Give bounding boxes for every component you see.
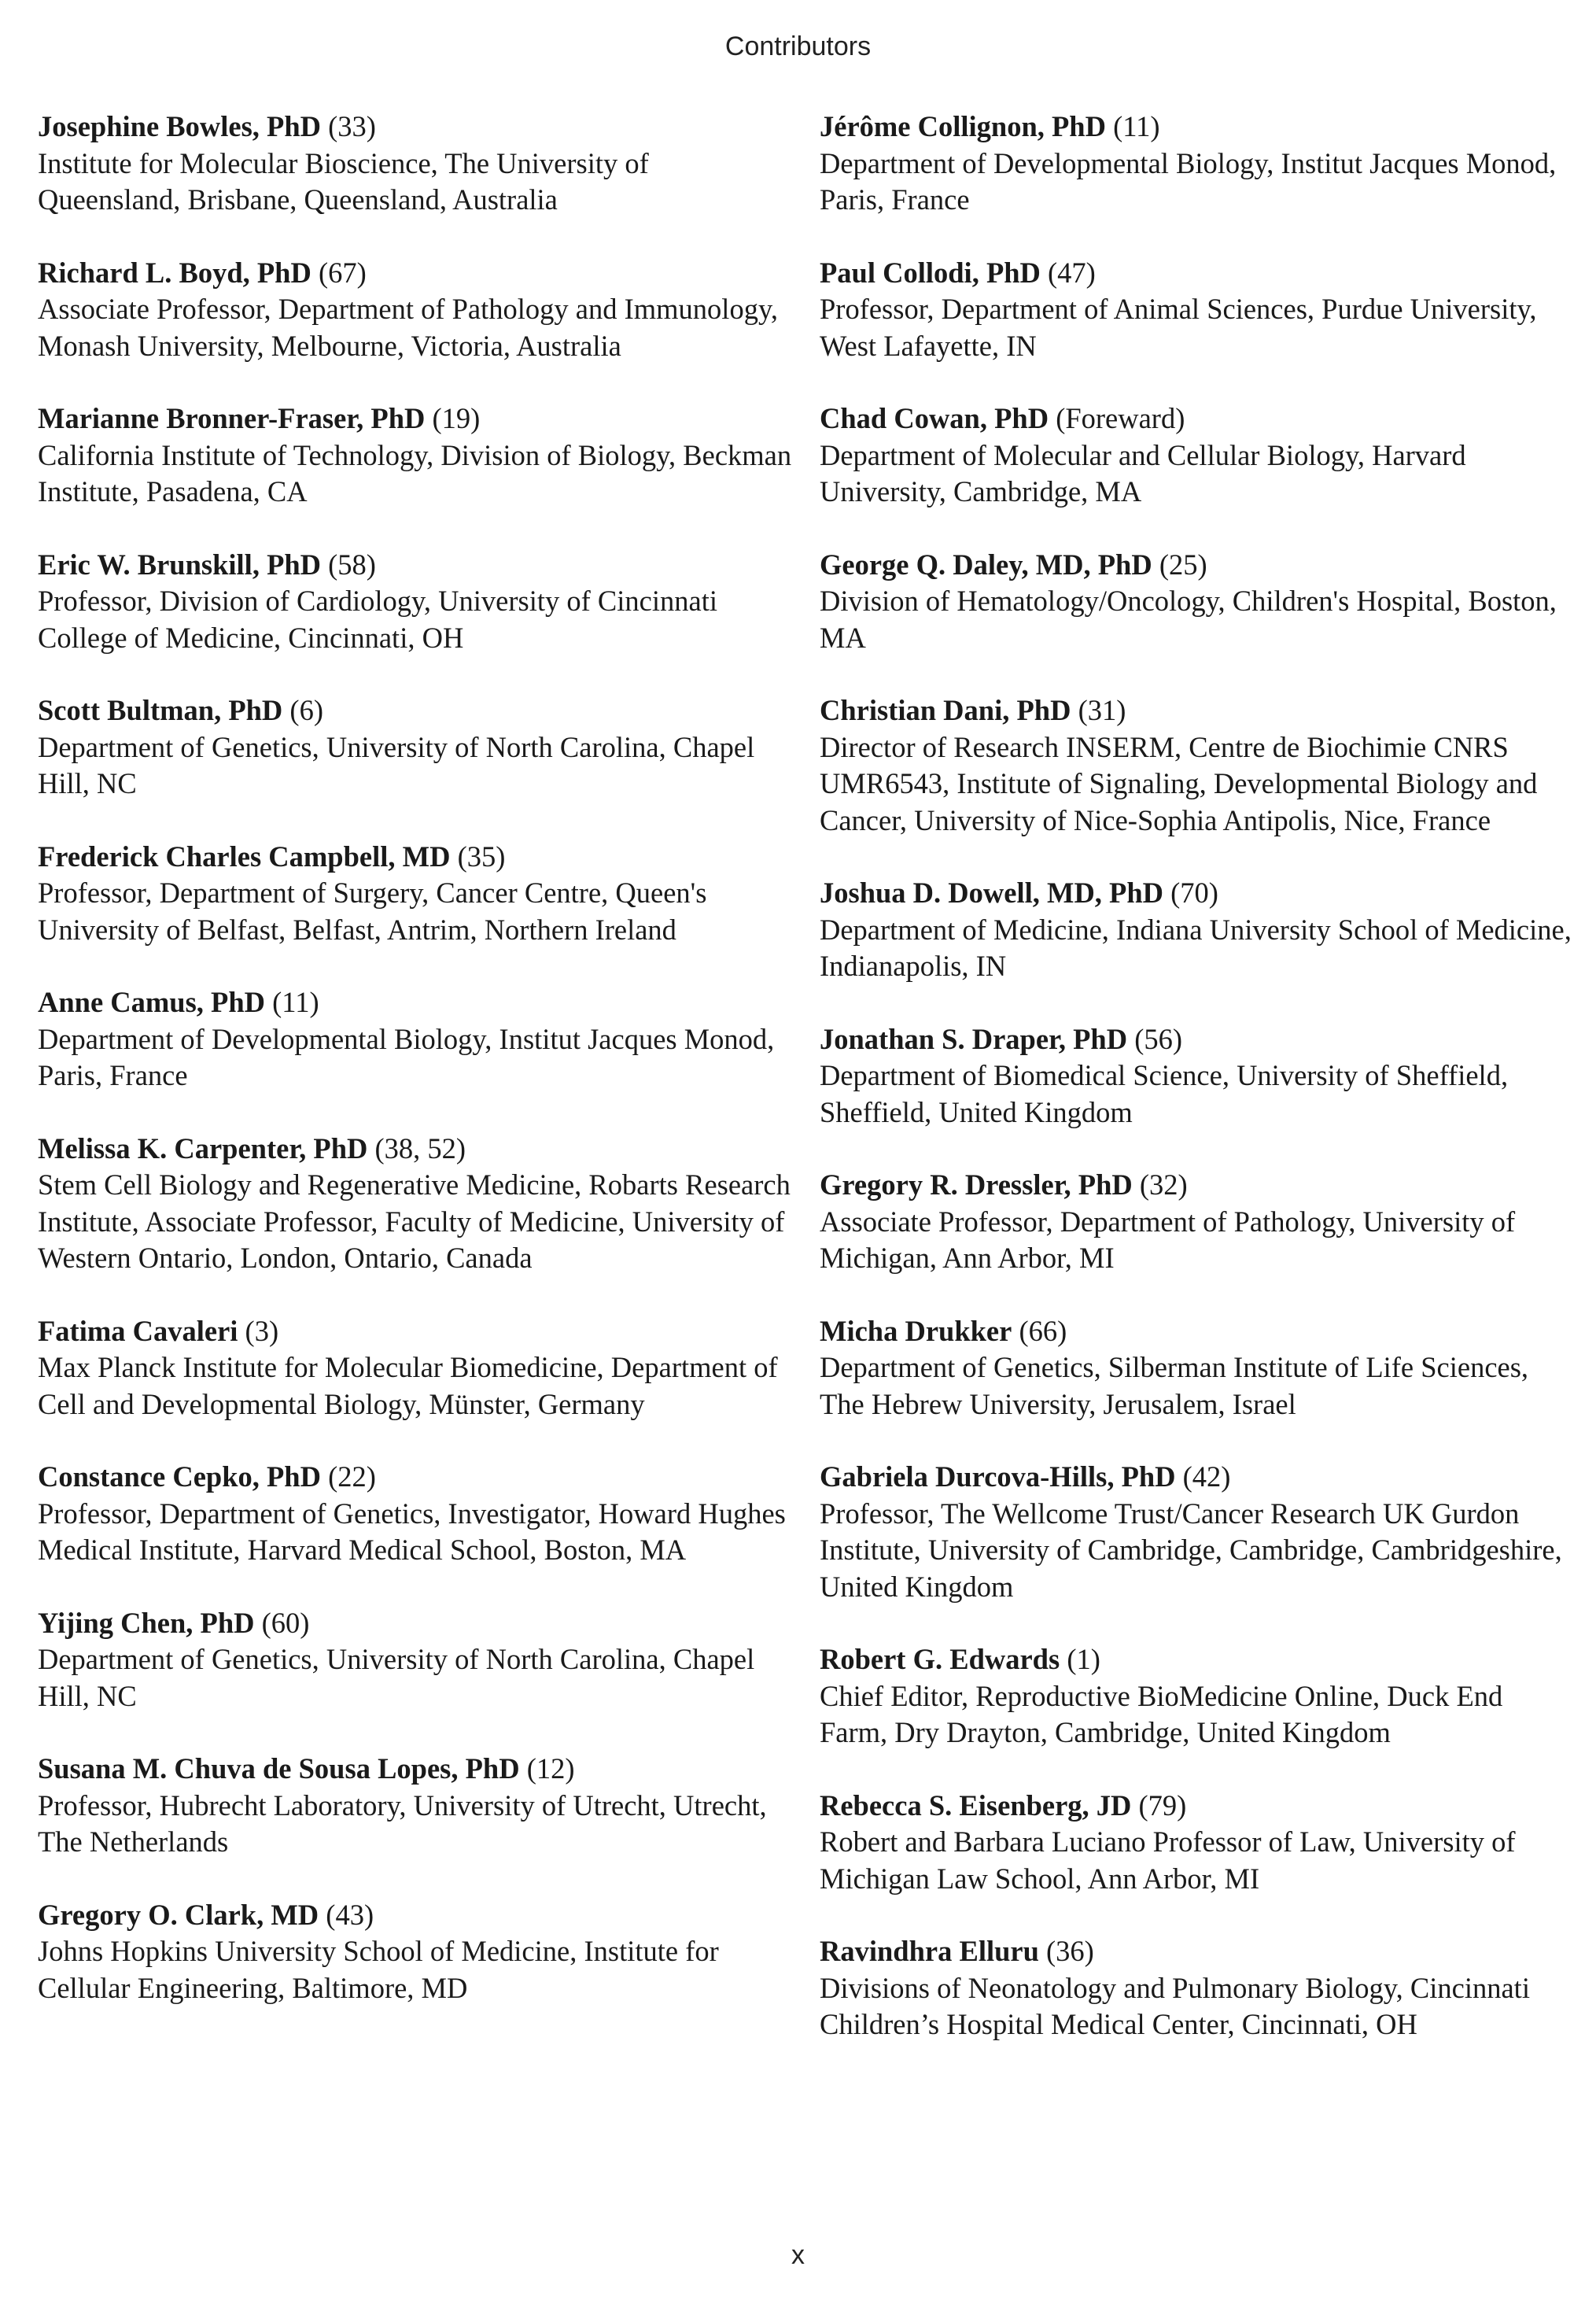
contributor-affiliation: Chief Editor, Reproductive BioMedicine Online, Duck End Farm, Dry Drayton, Cambridge, United Kingdom [820, 1679, 1503, 1748]
contributor-affiliation: Professor, Division of Cardiology, University of Cincinnati College of Medicine, Cincinnati, OH [38, 585, 717, 654]
contributor-entry [820, 400, 1575, 511]
contributor-entry [820, 1641, 1575, 1751]
contributor-entry [38, 400, 793, 511]
contributor-chapters: (70) [1170, 877, 1218, 909]
contributor-entry [820, 109, 1575, 219]
contributor-affiliation: Professor, Department of Surgery, Cancer Centre, Queen's University of Belfast, Belfast, Antrim, Northern Ireland [38, 877, 707, 946]
contributor-affiliation: Stem Cell Biology and Regenerative Medicine, Robarts Research Institute, Associate Professor, Faculty of Medicine, University of Western Ontario, London, Ontario, Canada [38, 1168, 791, 1274]
contributor-entry [820, 1021, 1575, 1131]
contributor-entry [820, 255, 1575, 365]
contributor-chapters: (36) [1046, 1935, 1094, 1967]
contributor-chapters: (58) [328, 548, 376, 581]
contributor-affiliation: Department of Molecular and Cellular Biology, Harvard University, Cambridge, MA [820, 438, 1466, 508]
contributor-affiliation: Robert and Barbara Luciano Professor of Law, University of Michigan Law School, Ann Arbor, MI [820, 1825, 1516, 1895]
contributor-name: George Q. Daley, MD, PhD [820, 548, 1152, 581]
contributor-chapters: (66) [1019, 1314, 1067, 1347]
contributor-name: Yijing Chen, PhD [38, 1606, 255, 1639]
contributor-entry [820, 1313, 1575, 1423]
contributor-affiliation: Department of Genetics, Silberman Institute of Life Sciences, The Hebrew University, Jerusalem, Israel [820, 1351, 1529, 1420]
contributor-entry [38, 1131, 793, 1277]
contributor-name: Fatima Cavaleri [38, 1314, 238, 1347]
contributor-entry [38, 1313, 793, 1423]
contributor-name: Christian Dani, PhD [820, 694, 1071, 726]
contributor-name: Melissa K. Carpenter, PhD [38, 1131, 368, 1165]
contributor-name: Paul Collodi, PhD [820, 256, 1041, 289]
contributor-name: Gregory R. Dressler, PhD [820, 1168, 1133, 1201]
contributor-chapters: (Foreward) [1056, 402, 1185, 434]
contributor-name: Anne Camus, PhD [38, 986, 266, 1018]
contributor-entry [820, 547, 1575, 657]
contributor-affiliation: Johns Hopkins University School of Medicine, Institute for Cellular Engineering, Baltimore, MD [38, 1935, 719, 2004]
contributor-chapters: (11) [1113, 110, 1160, 142]
contributor-affiliation: Department of Genetics, University of North Carolina, Chapel Hill, NC [38, 730, 755, 799]
contributor-affiliation: Associate Professor, Department of Pathology and Immunology, Monash University, Melbourne, Victoria, Australia [38, 293, 778, 362]
contributor-chapters: (60) [261, 1606, 310, 1639]
contributor-chapters: (11) [272, 986, 319, 1018]
contributor-name: Jérôme Collignon, PhD [820, 110, 1106, 142]
contributor-affiliation: Department of Developmental Biology, Institut Jacques Monod, Paris, France [820, 146, 1557, 216]
contributor-name: Richard L. Boyd, PhD [38, 256, 311, 289]
contributor-chapters: (38, 52) [374, 1131, 466, 1165]
contributor-name: Rebecca S. Eisenberg, JD [820, 1788, 1132, 1822]
contributor-affiliation: Associate Professor, Department of Pathology, University of Michigan, Ann Arbor, MI [820, 1205, 1516, 1274]
contributor-chapters: (22) [328, 1460, 376, 1493]
contributor-entry [38, 1897, 793, 2007]
contributor-name: Gabriela Durcova-Hills, PhD [820, 1460, 1176, 1493]
contributor-name: Jonathan S. Draper, PhD [820, 1022, 1128, 1055]
contributors-right-column [820, 109, 1575, 2080]
contributor-name: Josephine Bowles, PhD [38, 110, 321, 142]
contributor-name: Susana M. Chuva de Sousa Lopes, PhD [38, 1752, 520, 1785]
contributor-chapters: (42) [1182, 1460, 1231, 1493]
contributor-chapters: (1) [1067, 1643, 1100, 1675]
contributor-chapters: (19) [432, 402, 481, 434]
contributor-chapters: (33) [328, 110, 376, 142]
running-header: Contributors [724, 31, 872, 61]
contributor-chapters: (67) [318, 256, 367, 289]
contributor-entry [820, 1459, 1575, 1605]
contributor-affiliation: Director of Research INSERM, Centre de Biochimie CNRS UMR6543, Institute of Signaling, Developmental Biology and Cancer, University of Nice-Sophia Antipolis, Nice, France [820, 730, 1538, 836]
contributor-name: Constance Cepko, PhD [38, 1460, 321, 1493]
contributor-entry [38, 547, 793, 657]
contributor-entry [38, 109, 793, 219]
contributor-affiliation: Department of Genetics, University of North Carolina, Chapel Hill, NC [38, 1643, 755, 1712]
contributor-affiliation: Professor, The Wellcome Trust/Cancer Research UK Gurdon Institute, University of Cambridge, Cambridge, Cambridgeshire, United Kingdom [820, 1497, 1562, 1603]
contributor-affiliation: Division of Hematology/Oncology, Children's Hospital, Boston, MA [820, 585, 1557, 654]
contributor-entry [38, 1605, 793, 1715]
contributor-affiliation: California Institute of Technology, Division of Biology, Beckman Institute, Pasadena, CA [38, 438, 792, 508]
contributor-affiliation: Department of Biomedical Science, University of Sheffield, Sheffield, United Kingdom [820, 1059, 1509, 1128]
contributor-chapters: (32) [1139, 1168, 1188, 1201]
contributor-name: Chad Cowan, PhD [820, 402, 1049, 434]
contributor-entry [820, 1167, 1575, 1277]
contributor-name: Joshua D. Dowell, MD, PhD [820, 877, 1164, 909]
contributor-chapters: (3) [245, 1314, 279, 1347]
page-number: x [791, 2240, 805, 2270]
contributor-chapters: (12) [526, 1752, 575, 1785]
contributor-chapters: (25) [1159, 548, 1207, 581]
contributor-name: Frederick Charles Campbell, MD [38, 840, 451, 873]
contributor-name: Gregory O. Clark, MD [38, 1898, 319, 1931]
contributor-entry [820, 692, 1575, 839]
contributor-affiliation: Divisions of Neonatology and Pulmonary Biology, Cincinnati Children’s Hospital Medical Center, Cincinnati, OH [820, 1971, 1530, 2040]
contributor-chapters: (31) [1078, 694, 1126, 726]
contributor-affiliation: Department of Medicine, Indiana University School of Medicine, Indianapolis, IN [820, 913, 1572, 982]
contributor-chapters: (79) [1138, 1788, 1187, 1822]
contributor-affiliation: Professor, Hubrecht Laboratory, University of Utrecht, Utrecht, The Netherlands [38, 1788, 767, 1858]
contributor-entry [820, 1788, 1575, 1898]
contributor-name: Ravindhra Elluru [820, 1935, 1039, 1967]
contributor-name: Robert G. Edwards [820, 1643, 1060, 1675]
contributor-chapters: (35) [457, 840, 506, 873]
contributor-name: Eric W. Brunskill, PhD [38, 548, 322, 581]
contributor-chapters: (56) [1134, 1022, 1183, 1055]
contributor-affiliation: Professor, Department of Animal Sciences, Purdue University, West Lafayette, IN [820, 293, 1537, 362]
contributor-chapters: (47) [1048, 256, 1096, 289]
contributor-affiliation: Max Planck Institute for Molecular Biomedicine, Department of Cell and Developmental Biology, Münster, Germany [38, 1351, 778, 1420]
contributor-name: Marianne Bronner-Fraser, PhD [38, 402, 426, 434]
contributor-entry [38, 1751, 793, 1861]
contributor-chapters: (6) [289, 694, 323, 726]
contributor-entry [38, 255, 793, 365]
contributor-name: Micha Drukker [820, 1314, 1012, 1347]
contributor-affiliation: Department of Developmental Biology, Institut Jacques Monod, Paris, France [38, 1022, 775, 1091]
contributor-entry [38, 1459, 793, 1569]
contributor-entry [820, 1933, 1575, 2043]
contributor-entry [38, 839, 793, 949]
contributor-chapters: (43) [326, 1898, 374, 1931]
contributor-entry [820, 875, 1575, 985]
contributor-entry [38, 692, 793, 803]
contributor-affiliation: Professor, Department of Genetics, Investigator, Howard Hughes Medical Institute, Harvard Medical School, Boston, MA [38, 1497, 786, 1566]
contributor-name: Scott Bultman, PhD [38, 694, 283, 726]
contributor-entry [38, 984, 793, 1094]
contributor-affiliation: Institute for Molecular Bioscience, The University of Queensland, Brisbane, Queensland, Australia [38, 146, 649, 216]
contributors-left-column [38, 109, 793, 2043]
